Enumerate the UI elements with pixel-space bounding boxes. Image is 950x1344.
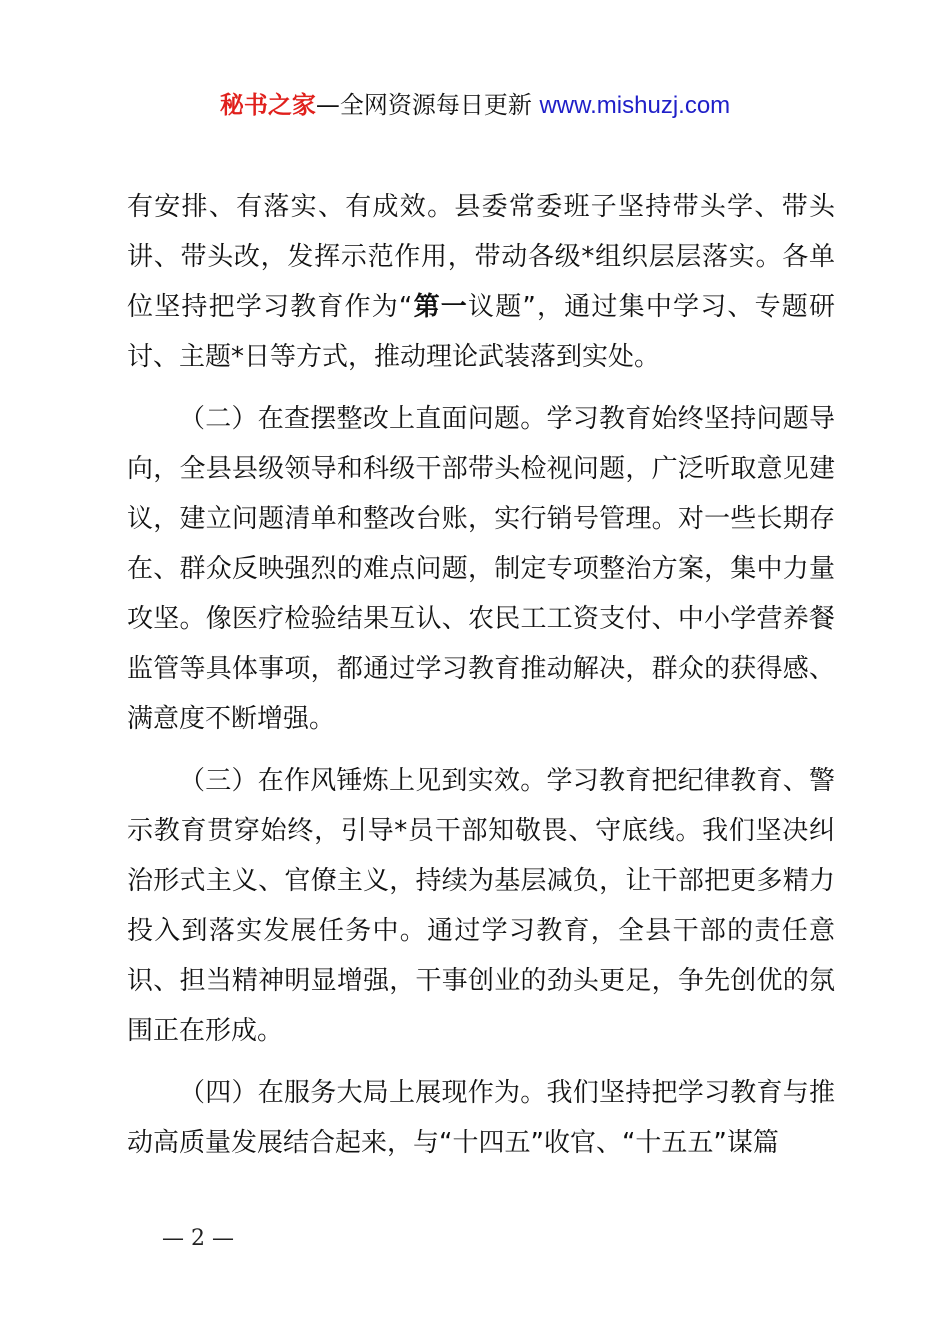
paragraph-section-3: （三）在作风锤炼上见到实效。学习教育把纪律教育、警示教育贯穿始终，引导*员干部知敬畏、守底线。我们坚决纠治形式主义、官僚主义，持续为基层减负，让干部把更多精力投入到落实发展任务中。通过学习教育，全县干部的责任意识、担当精神明显增强，干事创业的劲头更足，争先创优的氛围正在形成。 bbox=[127, 766, 835, 1046]
site-header bbox=[0, 88, 950, 123]
paragraph-continued bbox=[127, 182, 835, 382]
site-url-link[interactable]: www.mishuzj.com bbox=[539, 92, 731, 119]
emphasized-text: 第一 bbox=[412, 292, 468, 322]
site-slogan: —全网资源每日更新 bbox=[315, 91, 540, 119]
paragraph-section-2: （二）在查摆整改上直面问题。学习教育始终坚持问题导向，全县县级领导和科级干部带头检视问题，广泛听取意见建议，建立问题清单和整改台账，实行销号管理。对一些长期存在、群众反映强烈的难点问题，制定专项整治方案，集中力量攻坚。像医疗检验结果互认、农民工工资支付、中小学营养餐监管等具体事项，都通过学习教育推动解决，群众的获得感、满意度不断增强。 bbox=[127, 404, 835, 734]
site-brand: 秘书之家 bbox=[219, 91, 316, 119]
page-number: — 2 — bbox=[162, 1226, 234, 1251]
document-body bbox=[127, 182, 835, 1180]
paragraph-text: 有安排、有落实、有成效。县委常委班子坚持带头学、带头讲、带头改，发挥示范作用，带动各级*组织层层落实。各单位坚持把学习教育作为“ bbox=[127, 192, 835, 322]
paragraph-text: 议题”，通过集中学习、专题研讨、主题*日等方式，推动理论武装落到实处。 bbox=[127, 292, 835, 372]
paragraph-section-4: （四）在服务大局上展现作为。我们坚持把学习教育与推动高质量发展结合起来，与“十四五”收官、“十五五”谋篇 bbox=[127, 1078, 835, 1158]
